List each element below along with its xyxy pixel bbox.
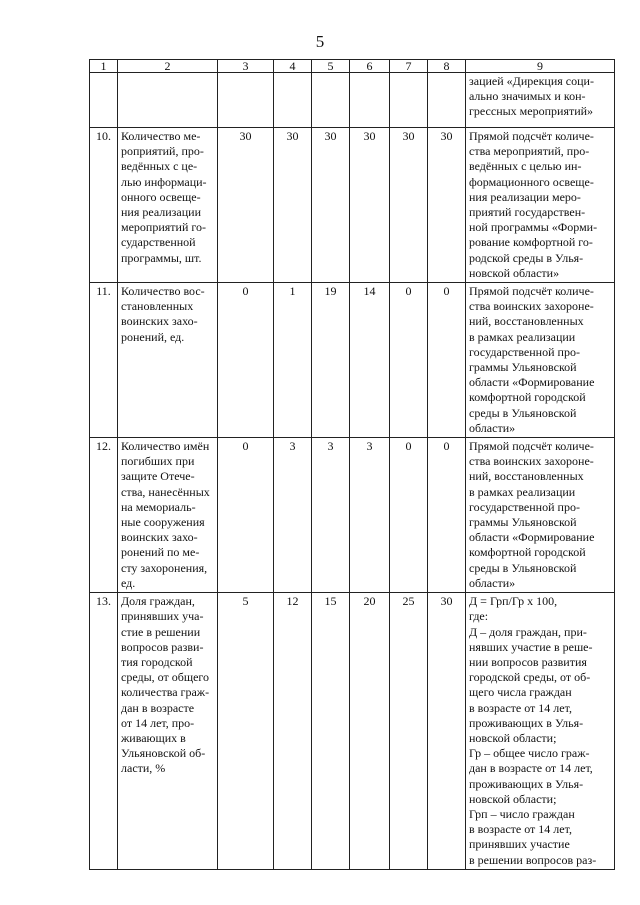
row-number-cell: 10. — [90, 128, 118, 283]
method-line: грессных мероприятий» — [469, 104, 594, 119]
method-line: области «Формирование — [469, 530, 595, 545]
value-cell: 19 — [312, 283, 350, 438]
value-cell: 0 — [428, 283, 466, 438]
value-cell: 30 — [390, 128, 428, 283]
table-row — [90, 438, 615, 593]
value-cell: 3 — [274, 438, 312, 593]
name-line: живающих в — [121, 730, 186, 745]
method-line: Д = Грп/Гр х 100, — [469, 594, 558, 609]
name-line: количества граж- — [121, 685, 210, 700]
value-cell — [274, 73, 312, 128]
value-cell: 0 — [218, 438, 274, 593]
name-line: среды, от общего — [121, 670, 210, 685]
method-line: Прямой подсчёт количе- — [469, 284, 594, 299]
name-line: ронений по ме- — [121, 545, 200, 560]
value-cell: 3 — [350, 438, 390, 593]
value-cell: 0 — [390, 438, 428, 593]
value-cell — [428, 73, 466, 128]
value-cell — [350, 73, 390, 128]
num-cell — [90, 73, 118, 128]
header-cell: 4 — [274, 60, 312, 73]
name-cell — [118, 73, 218, 128]
value-cell: 30 — [312, 128, 350, 283]
value-cell: 3 — [312, 438, 350, 593]
method-line: области» — [469, 575, 516, 590]
method-line: нии вопросов развития — [469, 654, 587, 669]
name-line: сударственной — [121, 235, 196, 250]
name-line: лью информаци- — [121, 174, 207, 189]
row-number-cell: 12. — [90, 438, 118, 593]
value-cell: 30 — [274, 128, 312, 283]
method-line: принявших участие — [469, 837, 570, 852]
value-cell: 30 — [428, 593, 466, 870]
value-cell: 0 — [218, 283, 274, 438]
name-line: стие в решении — [121, 624, 201, 639]
value-cell — [218, 73, 274, 128]
header-cell: 5 — [312, 60, 350, 73]
method-line: формационного освеще- — [469, 174, 594, 189]
method-line: ально значимых и кон- — [469, 89, 586, 104]
indicator-name-cell — [118, 128, 218, 283]
method-line: рование комфортной го- — [469, 235, 593, 250]
value-cell: 14 — [350, 283, 390, 438]
name-line: Доля граждан, — [121, 594, 195, 609]
row-number-cell: 13. — [90, 593, 118, 870]
method-line: ства воинских захороне- — [469, 299, 594, 314]
method-line: Прямой подсчёт количе- — [469, 129, 594, 143]
method-line: родской среды в Улья- — [469, 250, 584, 265]
name-line: Количество вос- — [121, 284, 205, 299]
method-line: ства воинских захороне- — [469, 454, 594, 469]
method-line: ведённых с целью ин- — [469, 159, 582, 174]
value-cell: 20 — [350, 593, 390, 870]
value-cell: 1 — [274, 283, 312, 438]
method-cell — [466, 128, 615, 283]
method-cell — [466, 283, 615, 438]
name-line: воинских захо- — [121, 530, 198, 545]
name-line: программы, шт. — [121, 250, 202, 265]
header-cell: 8 — [428, 60, 466, 73]
method-line: ний, восстановленных — [469, 314, 584, 329]
method-line: в возрасте от 14 лет, — [469, 700, 572, 715]
method-line: новской области; — [469, 730, 557, 745]
method-line: ний, восстановленных — [469, 469, 584, 484]
method-cell — [466, 73, 615, 128]
indicator-name-cell — [118, 283, 218, 438]
method-line: где: — [469, 609, 489, 624]
name-line: мероприятий го- — [121, 220, 206, 235]
value-cell — [312, 73, 350, 128]
method-line: комфортной городской — [469, 545, 586, 560]
name-line: ния реализации — [121, 205, 202, 220]
value-cell: 30 — [218, 128, 274, 283]
method-line: государственной про- — [469, 344, 580, 359]
header-cell: 1 — [90, 60, 118, 73]
header-cell: 3 — [218, 60, 274, 73]
table-row — [90, 593, 615, 870]
method-line: области «Формирование — [469, 375, 595, 390]
name-line: тия городской — [121, 654, 193, 669]
name-line: роприятий, про- — [121, 144, 204, 159]
indicator-name-cell — [118, 438, 218, 593]
name-line: защите Отече- — [121, 469, 195, 484]
method-line: новской области» — [469, 265, 560, 280]
value-cell: 30 — [428, 128, 466, 283]
table-row — [90, 283, 615, 438]
name-line: становленных — [121, 299, 194, 314]
name-line: сту захоронения, — [121, 560, 208, 575]
method-line: приятий государствен- — [469, 205, 586, 220]
header-cell: 2 — [118, 60, 218, 73]
name-line: погибших при — [121, 454, 195, 469]
method-line: городской среды, от об- — [469, 670, 591, 685]
method-line: в рамках реализации — [469, 484, 576, 499]
name-line: онного освеще- — [121, 189, 201, 204]
name-line: Ульяновской об- — [121, 746, 206, 761]
indicator-name-cell — [118, 593, 218, 870]
method-line: среды в Ульяновской — [469, 405, 577, 420]
value-cell: 25 — [390, 593, 428, 870]
method-line: граммы Ульяновской — [469, 515, 577, 530]
method-line: проживающих в Улья- — [469, 715, 584, 730]
value-cell: 12 — [274, 593, 312, 870]
method-line: в решении вопросов раз- — [469, 852, 597, 867]
header-cell: 6 — [350, 60, 390, 73]
value-cell: 0 — [390, 283, 428, 438]
method-line: области» — [469, 420, 516, 435]
method-line: новской области; — [469, 791, 557, 806]
name-line: ведённых с це- — [121, 159, 198, 174]
header-cell: 9 — [466, 60, 615, 73]
page-number: 5 — [315, 32, 325, 51]
name-line: воинских захо- — [121, 314, 198, 329]
value-cell: 5 — [218, 593, 274, 870]
table-row — [90, 128, 615, 283]
method-line: щего числа граждан — [469, 685, 572, 700]
method-line: среды в Ульяновской — [469, 560, 577, 575]
method-line: ства мероприятий, про- — [469, 144, 590, 159]
name-line: дан в возрасте — [121, 700, 195, 715]
name-line: Количество ме- — [121, 129, 201, 143]
method-line: граммы Ульяновской — [469, 360, 577, 375]
name-line: на мемориаль- — [121, 499, 196, 514]
method-line: комфортной городской — [469, 390, 586, 405]
method-line: Д – доля граждан, при- — [469, 624, 587, 639]
method-line: ния реализации меро- — [469, 189, 581, 204]
method-line: зацией «Дирекция соци- — [469, 74, 594, 88]
method-line: ной программы «Форми- — [469, 220, 598, 235]
table-body — [90, 128, 615, 870]
value-cell: 0 — [428, 438, 466, 593]
method-line: дан в возрасте от 14 лет, — [469, 761, 593, 776]
value-cell: 15 — [312, 593, 350, 870]
value-cell: 30 — [350, 128, 390, 283]
name-line: от 14 лет, про- — [121, 715, 195, 730]
name-line: ед. — [121, 575, 136, 590]
name-line: Количество имён — [121, 439, 210, 454]
method-line: нявших участие в реше- — [469, 639, 593, 654]
name-line: ные сооружения — [121, 515, 205, 530]
method-line: государственной про- — [469, 499, 580, 514]
name-line: принявших уча- — [121, 609, 204, 624]
method-line: Грп – число граждан — [469, 806, 575, 821]
method-line: Прямой подсчёт количе- — [469, 439, 594, 454]
header-row — [90, 60, 615, 73]
method-line: Гр – общее число граж- — [469, 746, 590, 761]
method-line: в возрасте от 14 лет, — [469, 822, 572, 837]
method-line: проживающих в Улья- — [469, 776, 584, 791]
value-cell — [390, 73, 428, 128]
method-cell — [466, 593, 615, 870]
method-cell — [466, 438, 615, 593]
continuation-row — [90, 73, 615, 128]
name-line: ства, нанесённых — [121, 484, 210, 499]
name-line: вопросов разви- — [121, 639, 204, 654]
name-line: ласти, % — [121, 761, 166, 776]
name-line: ронений, ед. — [121, 329, 185, 344]
indicators-table — [89, 59, 615, 870]
row-number-cell: 11. — [90, 283, 118, 438]
method-line: в рамках реализации — [469, 329, 576, 344]
header-cell: 7 — [390, 60, 428, 73]
